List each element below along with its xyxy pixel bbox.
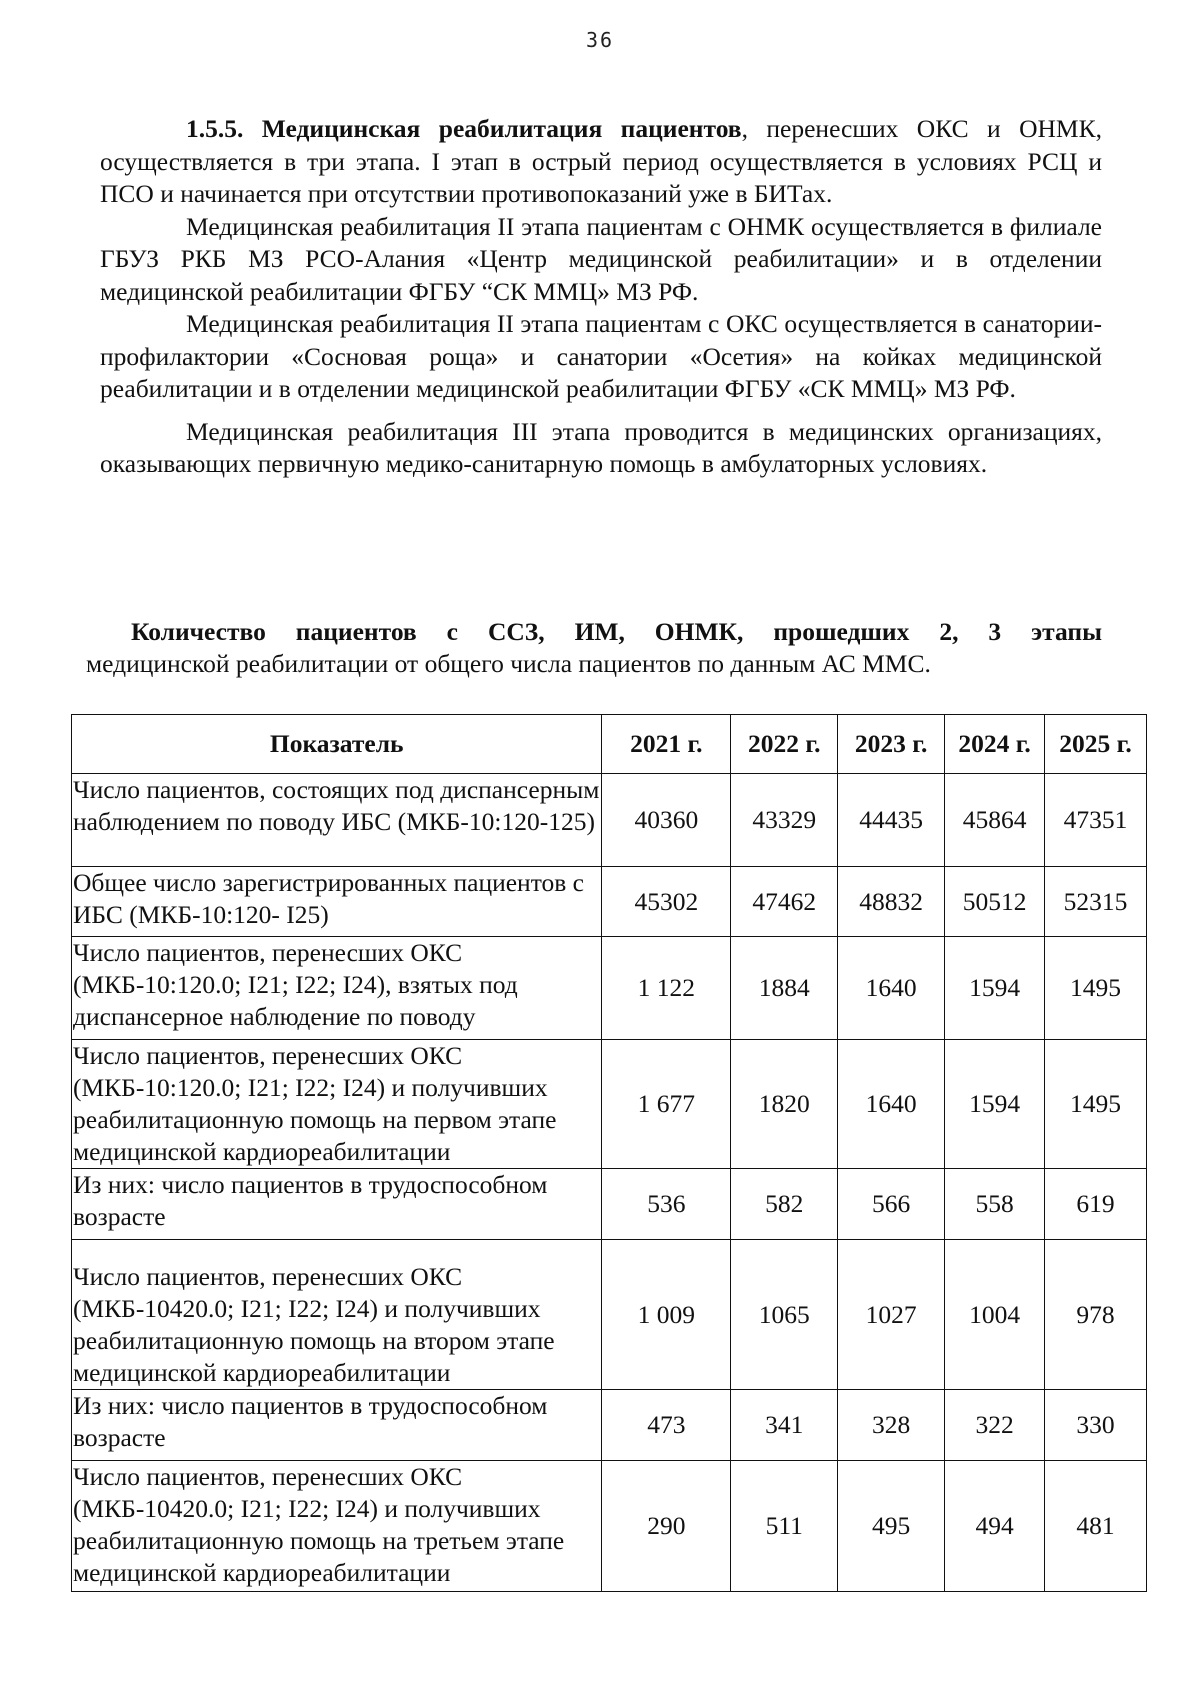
row-label: Число пациентов, перенесших ОКС (МКБ-10:120.0; I21; I22; I24) и получивших реабилитационную помощь на первом этапе медицинской кардиореабилитации: [72, 1040, 602, 1169]
cell-value: 47351: [1045, 774, 1147, 867]
table-row: [72, 1040, 1147, 1169]
cell-value: 582: [731, 1169, 838, 1240]
cell-value: 1820: [731, 1040, 838, 1169]
table-row: [72, 1461, 1147, 1592]
row-label: Число пациентов, перенесших ОКС (МКБ-10420.0; I21; I22; I24) и получивших реабилитационную помощь на втором этапе медицинской кардиореабилитации: [72, 1240, 602, 1390]
cell-value: 1 677: [602, 1040, 731, 1169]
cell-value: 44435: [838, 774, 945, 867]
cell-value: 47462: [731, 867, 838, 937]
cell-value: 1884: [731, 937, 838, 1040]
cell-value: 1495: [1045, 937, 1147, 1040]
cell-value: 341: [731, 1390, 838, 1461]
section-text: [100, 113, 1102, 481]
cell-value: 619: [1045, 1169, 1147, 1240]
cell-value: 1065: [731, 1240, 838, 1390]
header-year-2023: 2023 г.: [838, 715, 945, 774]
cell-value: 328: [838, 1390, 945, 1461]
cell-value: 473: [602, 1390, 731, 1461]
intro-text: , перенесших ОКС и ОНМК, осуществляется в три этапа. I этап в острый период осуществляется в условиях РСЦ и ПСО и начинается при отсутствии противопоказаний уже в БИТах.: [100, 114, 1102, 208]
table-row: [72, 1240, 1147, 1390]
row-label: Общее число зарегистрированных пациентов с ИБС (МКБ-10:120- I25): [72, 867, 602, 937]
cell-value: 45864: [945, 774, 1045, 867]
cell-value: 511: [731, 1461, 838, 1592]
cell-value: 536: [602, 1169, 731, 1240]
cell-value: 494: [945, 1461, 1045, 1592]
table-caption: [86, 616, 1102, 680]
cell-value: 290: [602, 1461, 731, 1592]
cell-value: 495: [838, 1461, 945, 1592]
header-year-2025: 2025 г.: [1045, 715, 1147, 774]
row-label: Число пациентов, перенесших ОКС (МКБ-10420.0; I21; I22; I24) и получивших реабилитационную помощь на третьем этапе медицинской кардиореабилитации: [72, 1461, 602, 1592]
table-caption-title: Количество пациентов с ССЗ, ИМ, ОНМК, прошедших 2, 3 этапы: [131, 617, 1102, 646]
table-row: [72, 937, 1147, 1040]
cell-value: 1027: [838, 1240, 945, 1390]
cell-value: 322: [945, 1390, 1045, 1461]
cell-value: 52315: [1045, 867, 1147, 937]
cell-value: 50512: [945, 867, 1045, 937]
table-header-row: [72, 715, 1147, 774]
header-indicator: Показатель: [72, 715, 602, 774]
cell-value: 48832: [838, 867, 945, 937]
cell-value: 1594: [945, 937, 1045, 1040]
row-label: Число пациентов, состоящих под диспансерным наблюдением по поводу ИБС (МКБ-10:120-125): [72, 774, 602, 867]
cell-value: 978: [1045, 1240, 1147, 1390]
paragraph-stage2-oks: Медицинская реабилитация II этапа пациентам с ОКС осуществляется в санатории-профилактории «Сосновая роща» и санатории «Осетия» на койках медицинской реабилитации и в отделении медицинской реабилитации ФГБУ «СК ММЦ» МЗ РФ.: [100, 309, 1102, 403]
row-label: Из них: число пациентов в трудоспособном возрасте: [72, 1390, 602, 1461]
paragraph-stage3: Медицинская реабилитация III этапа проводится в медицинских организациях, оказывающих первичную медико-санитарную помощь в амбулаторных условиях.: [100, 416, 1102, 478]
header-year-2021: 2021 г.: [602, 715, 731, 774]
table-row: [72, 1169, 1147, 1240]
cell-value: 481: [1045, 1461, 1147, 1592]
paragraph-intro: [100, 113, 1102, 211]
cell-value: 43329: [731, 774, 838, 867]
cell-value: 558: [945, 1169, 1045, 1240]
cell-value: 1 122: [602, 937, 731, 1040]
header-year-2022: 2022 г.: [731, 715, 838, 774]
header-year-2024: 2024 г.: [945, 715, 1045, 774]
cell-value: 1640: [838, 1040, 945, 1169]
cell-value: 1 009: [602, 1240, 731, 1390]
cell-value: 1495: [1045, 1040, 1147, 1169]
cell-value: 1004: [945, 1240, 1045, 1390]
section-heading: 1.5.5. Медицинская реабилитация пациентов: [186, 114, 742, 143]
page-number: 36: [585, 28, 615, 52]
cell-value: 1640: [838, 937, 945, 1040]
paragraph-stage2-onmk: Медицинская реабилитация II этапа пациентам с ОНМК осуществляется в филиале ГБУЗ РКБ МЗ РСО-Алания «Центр медицинской реабилитации» и в отделении медицинской реабилитации ФГБУ “СК ММЦ» МЗ РФ.: [100, 211, 1102, 306]
rehab-statistics-table: [71, 714, 1147, 1592]
table-caption-subtitle: медицинской реабилитации от общего числа пациентов по данным АС ММС.: [86, 649, 931, 678]
cell-value: 330: [1045, 1390, 1147, 1461]
cell-value: 45302: [602, 867, 731, 937]
table-row: [72, 867, 1147, 937]
cell-value: 1594: [945, 1040, 1045, 1169]
row-label: Число пациентов, перенесших ОКС (МКБ-10:120.0; I21; I22; I24), взятых под диспансерное наблюдение по поводу: [72, 937, 602, 1040]
table-row: [72, 1390, 1147, 1461]
row-label: Из них: число пациентов в трудоспособном возрасте: [72, 1169, 602, 1240]
cell-value: 566: [838, 1169, 945, 1240]
cell-value: 40360: [602, 774, 731, 867]
table-row: [72, 774, 1147, 867]
